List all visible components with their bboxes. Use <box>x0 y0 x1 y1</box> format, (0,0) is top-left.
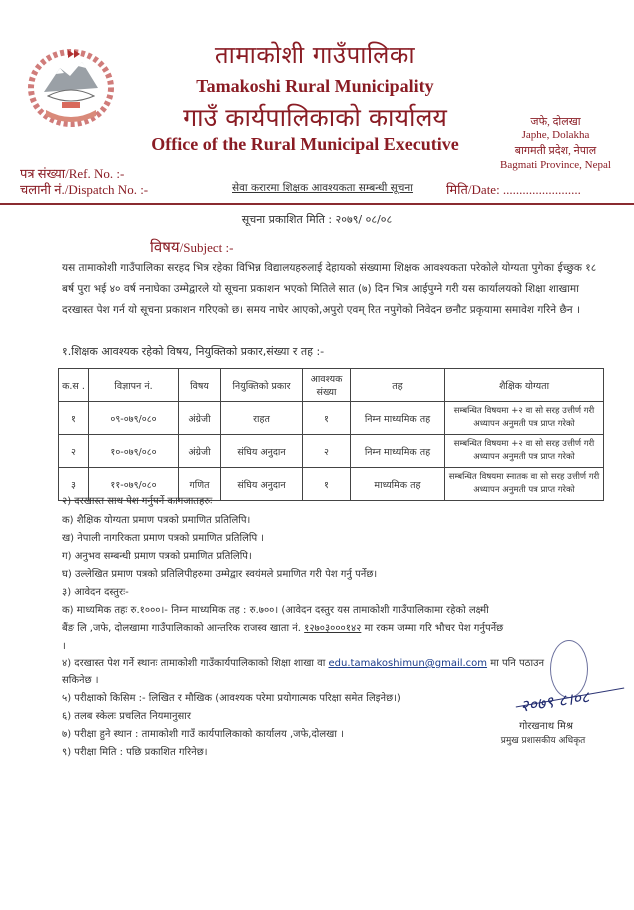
municipality-name-nepali: तामाकोशी गाउँपालिका <box>214 41 416 69</box>
col-serial: क.स . <box>59 369 89 402</box>
cell-required-count: १ <box>303 402 351 435</box>
header-divider <box>0 203 634 205</box>
salary-scale: ६) तलब स्केलः प्रचलित नियमानुसार <box>62 711 191 722</box>
subject-label-en: /Subject :- <box>179 240 234 255</box>
cell-appointment-type: राहत <box>221 402 303 435</box>
col-level: तह <box>351 369 445 402</box>
cell-appointment-type: संघिय अनुदान <box>221 435 303 468</box>
fee-heading: ३) आवेदन दस्तुरः- <box>62 587 129 598</box>
ref-no-label: पत्र संख्या/Ref. No. :- <box>20 166 125 181</box>
submission-suffix: मा पनि पठाउन <box>490 658 545 669</box>
document-item: ख) नेपाली नागरिकता प्रमाण पत्रको प्रमाणित प्रतिलिपि । <box>62 533 265 544</box>
address-line-1: जफे, दोलखा <box>530 116 581 128</box>
office-name-english: Office of the Rural Municipal Executive <box>151 134 459 154</box>
fee-line-3: । <box>62 641 66 652</box>
account-number: १२७०३०००१४२ <box>304 623 362 634</box>
col-qualification: शैक्षिक योग्यता <box>445 369 604 402</box>
cell-subject: गणित <box>179 468 221 501</box>
email-link[interactable]: edu.tamakoshimun@gmail.com <box>328 658 488 669</box>
cell-advert-no: १०-०७९/०८० <box>89 435 179 468</box>
dispatch-no-label: चलानी नं./Dispatch No. :- <box>20 182 149 197</box>
fee-line-2-prefix: बैंङ लि ,जफे, दोलखामा गाउँपालिकाको आन्तरिक राजस्व खाता नं. <box>62 623 301 634</box>
cell-serial: ३ <box>59 468 89 501</box>
notice-title: सेवा करारमा शिक्षक आवश्यकता सम्बन्धी सूचना <box>232 182 413 194</box>
document-item: क) शैक्षिक योग्यता प्रमाण पत्रको प्रमाणित प्रतिलिपि। <box>62 515 251 526</box>
fee-line-1: क) माध्यमिक तहः रु.१०००।- निम्न माध्यमिक तह : रु.७००। (आवेदन दस्तुर यस तामाकोशी गाउँपालिकामा रहेको लक्ष्मी <box>62 605 489 616</box>
documents-heading: २) दरखास्त साथ पेश गर्नुपर्ने कागजातहरुः <box>62 496 213 507</box>
subject-label-np: विषय <box>150 238 180 256</box>
subject-heading <box>150 237 233 257</box>
cell-serial: १ <box>59 402 89 435</box>
cell-subject: अंग्रेजी <box>179 435 221 468</box>
table-row <box>59 435 604 468</box>
date-field: मिति/Date: ........................ <box>446 182 581 197</box>
col-advert-no: विज्ञापन नं. <box>89 369 179 402</box>
cell-qualification: सम्बन्धित विषयमा +२ वा सो सरह उत्तीर्ण गरी अध्यापन अनुमती पत्र प्राप्त गरेको <box>445 435 604 468</box>
cell-required-count: २ <box>303 435 351 468</box>
col-appointment-type: नियुक्तिको प्रकार <box>221 369 303 402</box>
municipality-name-english: Tamakoshi Rural Municipality <box>196 76 434 96</box>
signatory-title: प्रमुख प्रशासकीय अधिकृत <box>500 736 586 746</box>
office-name-nepali: गाउँ कार्यपालिकाको कार्यालय <box>183 103 447 132</box>
cell-appointment-type: संघिय अनुदान <box>221 468 303 501</box>
exam-venue: ७) परीक्षा हुने स्थान : तामाकोशी गाउँ कार्यपालिकाको कार्यालय ,जफे,दोलखा । <box>62 729 344 740</box>
cell-level: माध्यमिक तह <box>351 468 445 501</box>
nepal-government-emblem-icon <box>26 44 116 128</box>
cell-required-count: १ <box>303 468 351 501</box>
address-line-2: Japhe, Dolakha <box>521 129 590 141</box>
table-header-row <box>59 369 604 402</box>
col-required-count: आवश्यक संख्या <box>303 369 351 402</box>
col-subject: विषय <box>179 369 221 402</box>
submission-line-1 <box>62 655 544 669</box>
submission-line-2: सकिनेछ । <box>62 675 99 686</box>
section-1-heading: १.शिक्षक आवश्यक रहेको विषय, नियुक्तिको प्रकार,संख्या र तह :- <box>62 345 325 358</box>
intro-paragraph: यस तामाकोशी गाउँपालिका सरहद भित्र रहेका विभिन्न विद्यालयहरुलाई देहायको संख्यामा शिक्षक आवश्यकता परेकोले योग्यता पुगेका ईच्छुक १८ बर्ष पुरा भई ४० वर्ष ननाघेका उम्मेद्वारले यो सूचना प्रकाशन भएको मितिले सात (७) दिन भित्र आईपुग्ने गरी यस कार्यालयको शिक्षा शाखामा दरखास्त पेश गर्न यो सूचना प्रकाशन गरिएको छ। समय नाघेर आएको,अपुरो एवम् रित नपुगेको निवेदन छनौट प्रकृयामा समावेश गरिने छैन । <box>62 262 597 316</box>
teacher-requirements-table <box>58 368 604 501</box>
address-line-4: Bagmati Province, Nepal <box>500 159 611 171</box>
cell-level: निम्न माध्यमिक तह <box>351 435 445 468</box>
signature-scribble: २०७९ ८।०८ <box>519 687 591 716</box>
address-line-3: बागमती प्रदेश, नेपाल <box>514 145 597 157</box>
cell-qualification: सम्बन्धित विषयमा स्नातक वा सो सरह उत्तीर्ण गरी अध्यापन अनुमती पत्र प्राप्त गरेको <box>445 468 604 501</box>
signatory-name: गोरखनाथ मिश्र <box>519 721 573 732</box>
cell-advert-no: ०९-०७९/०८० <box>89 402 179 435</box>
cell-subject: अंग्रेजी <box>179 402 221 435</box>
publication-date: सूचना प्रकाशित मिति : २०७९/ ०८/०८ <box>241 213 393 226</box>
cell-serial: २ <box>59 435 89 468</box>
cell-qualification: सम्बन्धित विषयमा +२ वा सो सरह उत्तीर्ण गरी अध्यापन अनुमती पत्र प्राप्त गरेको <box>445 402 604 435</box>
cell-advert-no: ११-०७९/०८० <box>89 468 179 501</box>
document-item: ग) अनुभव सम्बन्धी प्रमाण पत्रको प्रमाणित प्रतिलिपि। <box>62 551 252 562</box>
table-row <box>59 402 604 435</box>
fee-line-2 <box>62 620 503 634</box>
fee-line-2-suffix: मा रकम जम्मा गरि भौचर पेश गर्नुपर्नेछ <box>364 623 504 634</box>
document-item: घ) उल्लेखित प्रमाण पत्रको प्रतिलिपीहरुमा उम्मेद्वार स्वयंमले प्रमाणित गरी पेश गर्नु पर्नेछ। <box>62 569 378 580</box>
cell-level: निम्न माध्यमिक तह <box>351 402 445 435</box>
submission-prefix: ४) दरखास्त पेश गर्ने स्थानः तामाकोशी गाउँकार्यपालिकाको शिक्षा शाखा वा <box>62 658 326 669</box>
exam-date: ९) परीक्षा मिति : पछि प्रकाशित गरिनेछ। <box>62 747 208 758</box>
exam-type: ५) परीक्षाको किसिम :- लिखित र मौखिक (आवश्यक परेमा प्रयोगात्मक परिक्षा समेत लिइनेछ।) <box>62 693 401 704</box>
